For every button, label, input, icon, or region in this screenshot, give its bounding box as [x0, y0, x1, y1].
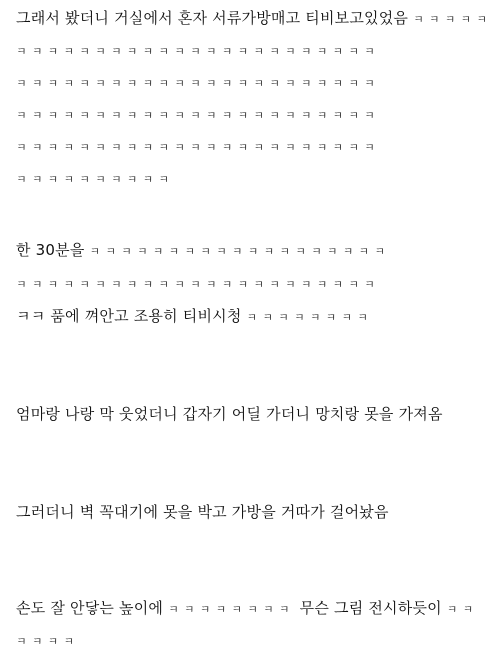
text-line	[16, 136, 468, 158]
laughter-text: ㅋㅋㅋㅋㅋ	[413, 13, 492, 26]
text-line	[16, 306, 468, 328]
laughter-text: ㅋㅋㅋㅋ	[16, 635, 80, 648]
line-text: 엄마랑 나랑 막 웃었더니 갑자기 어딜 가더니 망치랑 못을 가져옴	[16, 405, 443, 423]
laughter-text: ㅋㅋㅋㅋㅋㅋㅋㅋㅋㅋㅋㅋㅋㅋㅋㅋㅋㅋㅋㅋㅋㅋㅋ	[16, 278, 380, 291]
laughter-text: ㅋㅋㅋㅋㅋㅋㅋㅋ	[168, 603, 295, 616]
text-line	[16, 240, 468, 262]
text-line	[16, 8, 492, 30]
text-line	[16, 598, 479, 620]
text-line	[16, 502, 468, 524]
line-text: 그러더니 벽 꼭대기에 못을 박고 가방을 거따가 걸어놨음	[16, 503, 389, 521]
line-text: 그래서 봤더니 거실에서 혼자 서류가방매고 티비보고있었음	[16, 9, 409, 27]
line-text: ㅋㅋ 품에 껴안고 조용히 티비시청	[16, 307, 242, 325]
text-line	[16, 273, 468, 295]
text-line	[16, 168, 468, 190]
laughter-text: ㅋㅋㅋㅋㅋㅋㅋㅋ	[246, 311, 374, 324]
laughter-text: ㅋㅋㅋㅋㅋㅋㅋㅋㅋㅋㅋㅋㅋㅋㅋㅋㅋㅋㅋㅋㅋㅋㅋ	[16, 109, 380, 122]
text-line	[16, 630, 468, 652]
text-line	[16, 104, 468, 126]
line-text: 무슨 그림 전시하듯이	[299, 599, 442, 617]
line-text: 한 30분을	[16, 241, 85, 259]
laughter-text: ㅋㅋㅋㅋㅋㅋㅋㅋㅋㅋ	[16, 173, 175, 186]
text-line	[16, 40, 468, 62]
text-line	[16, 72, 468, 94]
line-text: 손도 잘 안닿는 높이에	[16, 599, 164, 617]
laughter-text: ㅋㅋㅋㅋㅋㅋㅋㅋㅋㅋㅋㅋㅋㅋㅋㅋㅋㅋㅋ	[89, 245, 391, 258]
laughter-text: ㅋㅋㅋㅋㅋㅋㅋㅋㅋㅋㅋㅋㅋㅋㅋㅋㅋㅋㅋㅋㅋㅋㅋ	[16, 141, 380, 154]
laughter-text: ㅋㅋ	[446, 603, 479, 616]
text-line	[16, 404, 468, 426]
laughter-text: ㅋㅋㅋㅋㅋㅋㅋㅋㅋㅋㅋㅋㅋㅋㅋㅋㅋㅋㅋㅋㅋㅋㅋ	[16, 77, 380, 90]
laughter-text: ㅋㅋㅋㅋㅋㅋㅋㅋㅋㅋㅋㅋㅋㅋㅋㅋㅋㅋㅋㅋㅋㅋㅋ	[16, 45, 380, 58]
